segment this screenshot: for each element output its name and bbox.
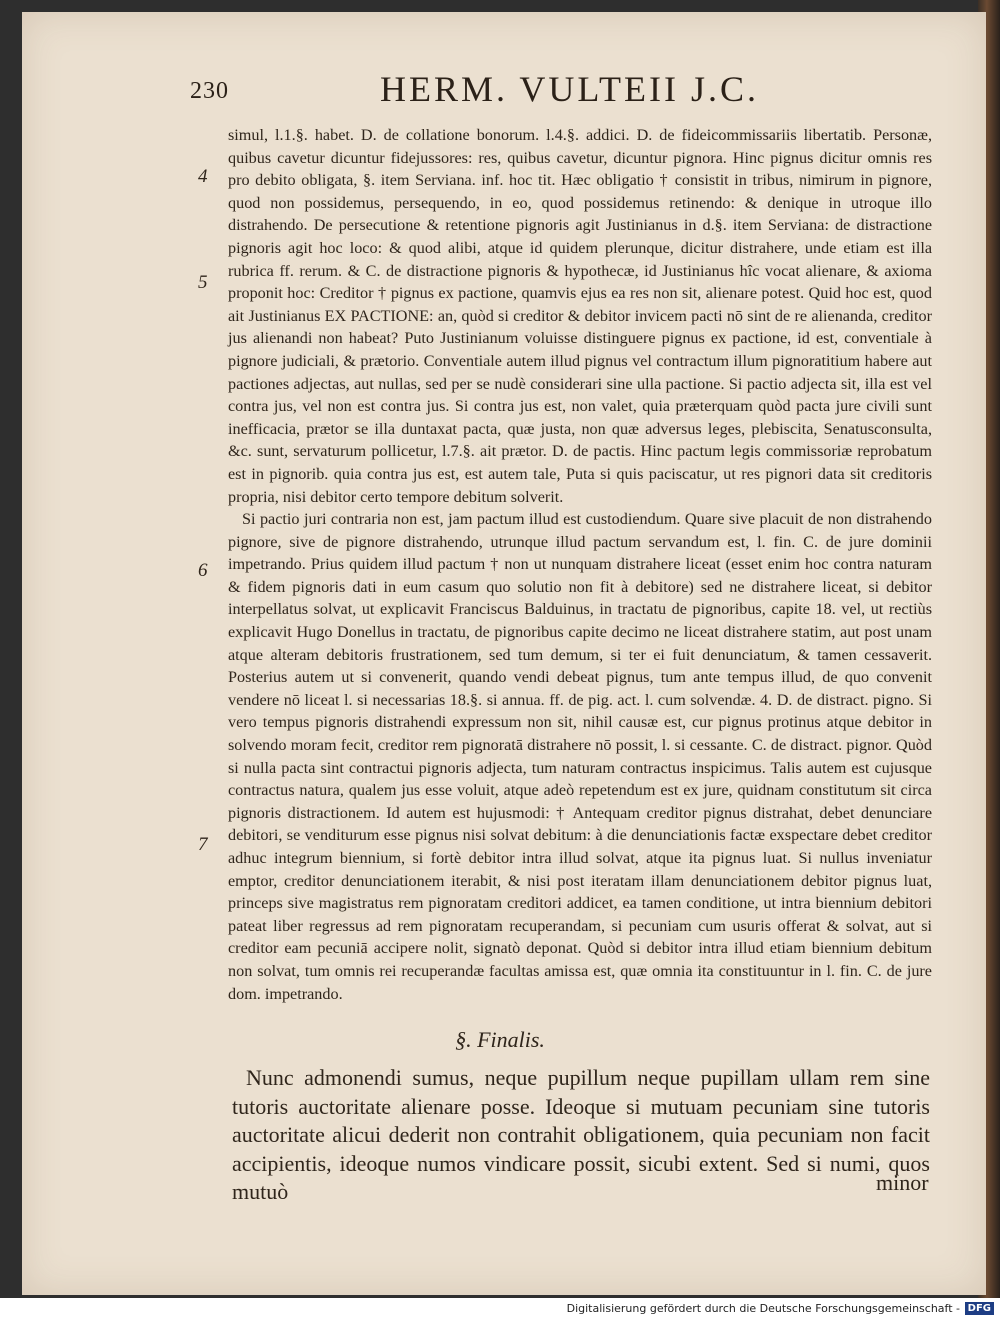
catchword: minor	[876, 1170, 929, 1195]
body-text	[228, 124, 932, 1005]
section-heading: §. Finalis.	[455, 1027, 545, 1052]
margin-number: 6	[198, 560, 208, 581]
page-number: 230	[190, 78, 229, 104]
dfg-logo: DFG	[965, 1302, 994, 1315]
final-paragraph: Nunc admonendi sumus, neque pupillum neque pupillam ullam rem sine tutoris auctoritate alienare posse. Ideoque si mutuam pecuniam sine tutoris auctoritate alicui dederit non contrahit obligationem, quia pecuniam non facit accipientis, ideoque numos vindicare possit, sicubi extent. Sed si numi, quos mutuò	[232, 1065, 930, 1204]
margin-number: 4	[198, 166, 208, 187]
running-head	[190, 68, 930, 116]
margin-number: 5	[198, 272, 208, 293]
paragraph: simul, l.1.§. habet. D. de collatione bonorum. l.4.§. addici. D. de fideicommissariis libertatib. Personæ, quibus cavetur dicuntur fidejussores: res, quibus cavetur, dicuntur pignora. Hinc pignus dicitur omnis res pro debito obligata, §. item Serviana. inf. hoc tit. Hæc obligatio † consistit in tribus, nimirum in pignore, quod non possidemus, persequendo, in eo, quod possidemus retinendo: & denique in utroque illo distrahendo. De persecutione & retentione pignoris agit Justinianus in d.§. item Serviana: de distractione pignoris agit hoc loco: & quod alibi, atque id quidem plerunque, dicitur distrahere, unde etiam est illa rubrica ff. rerum. & C. de distractione pignoris & hypothecæ, id Justinianus hîc vocat alienare, & axioma proponit hoc: Creditor † pignus ex pactione, quamvis ejus ea res non sit, alienare potest. Quid hoc est, quod ait Justinianus EX PACTIONE: an, quòd si creditor & debitor invicem pacti nō sint de re alienanda, creditor jus alienandi non habeat? Puto Justinianum voluisse distinguere pignus ex pactione, id est, conventiale à pignore judiciali, & prætorio. Conventiale autem illud pignus vel contractum illum pignoratitium habere aut pactiones adjectas, aut nullas, sed per se nudè considerari sine ulla pactione. Si pactio adjecta sit, illa est vel contra jus, vel non est contra jus. Si contra jus est, non valet, quia præterquam quòd pacta jure civili sunt inefficacia, prætor se illa duntaxat pacta, quæ justa, non quæ adversus leges, plebiscita, Senatusconsulta, &c. sunt, servaturum pollicetur, l.7.§. ait prætor. D. de pactis. Hinc pactum legis commissoriæ reprobatum est in pignorib. quia contra jus est, est autem tale, Puta si quis paciscatur, ut res pignori data sit creditoris propria, nisi debitor certo tempore debitum solverit.	[228, 126, 932, 506]
footer-credit: Digitalisierung gefördert durch die Deutsche Forschungsgemeinschaft -	[566, 1302, 960, 1315]
footer	[0, 1298, 1000, 1320]
paragraph: Si pactio juri contraria non est, jam pactum illud est custodiendum. Quare sive placuit de non distrahendo pignore, sive de pignore distrahendo, utrunque illud pactum servandum est, l. fin. C. de jure dominii impetrando. Prius quidem illud pactum † non ut nunquam distrahere liceat (esset enim hoc contra naturam & fidem pignoris dati in eum casum quo solutio non fit à debitore) sed ne distrahere liceat, si debitor interpellatus solvat, ut explicavit Franciscus Balduinus, in tractatu de pignoribus, capite 18. vel, ut rectiùs explicavit Hugo Donellus in tractatu, de pignoribus capite decimo ne liceat distrahere statim, aut post unam atque alteram debitoris frustrationem, sed tum demum, si ter ei fuit denunciatum, & tamen cessaverit. Posterius autem ut si convenerit, quando vendi debeat pignus, tum ante tempus illud, de quo convenit vendere nō liceat l. si necessarias 18.§. si annua. ff. de pig. act. l. cum solvendæ. 4. D. de distract. pigno. Si vero tempus pignoris distrahendi expressum non sit, nihil causæ est, cur pignus protinus atque debitor in solvendo moram fecit, creditor rem pignoratā distrahere nō possit, l. si cessante. C. de distract. pignor. Quòd si nulla pacta sint contractui pignoris adjecta, tum naturam contractus inspicimus. Talis autem est cujusque contractus natura, qualem jus esse voluit, atque adeò repetendum est ex jure, quidnam constitutum sit circa pignoris distractionem. Id autem est hujusmodi: † Antequam creditor pignus distrahat, debet denunciare debitori, se venditurum esse pignus nisi solvat debitum: à die denunciationis factæ exspectare debet creditor adhuc integrum biennium, si fortè debitor intra illud solvat, atque ita pignus luat. Si nullus inveniatur emptor, creditor denunciationem iterabit, & nisi post iteratam illam denunciationem debitor pignus luat, princeps sive magistratus rem pignoratam creditori addicet, ea tamen conditione, ut intra biennium debitori pateat liber regressus ad rem pignoratam recuperandam, si pecuniam cum usuris offerat & solvat, aut si creditor eam pecuniā accipere nolit, signatò deponat. Quòd si debitor intra illud etiam biennium debitum non solvat, tum omnis rei recuperandæ facultas amissa est, quæ omnia ita constituuntur in l. fin. C. de jure dom. impetrando.	[228, 510, 932, 1003]
page-title: HERM. VULTEII J.C.	[380, 69, 760, 109]
margin-number: 7	[198, 834, 208, 855]
